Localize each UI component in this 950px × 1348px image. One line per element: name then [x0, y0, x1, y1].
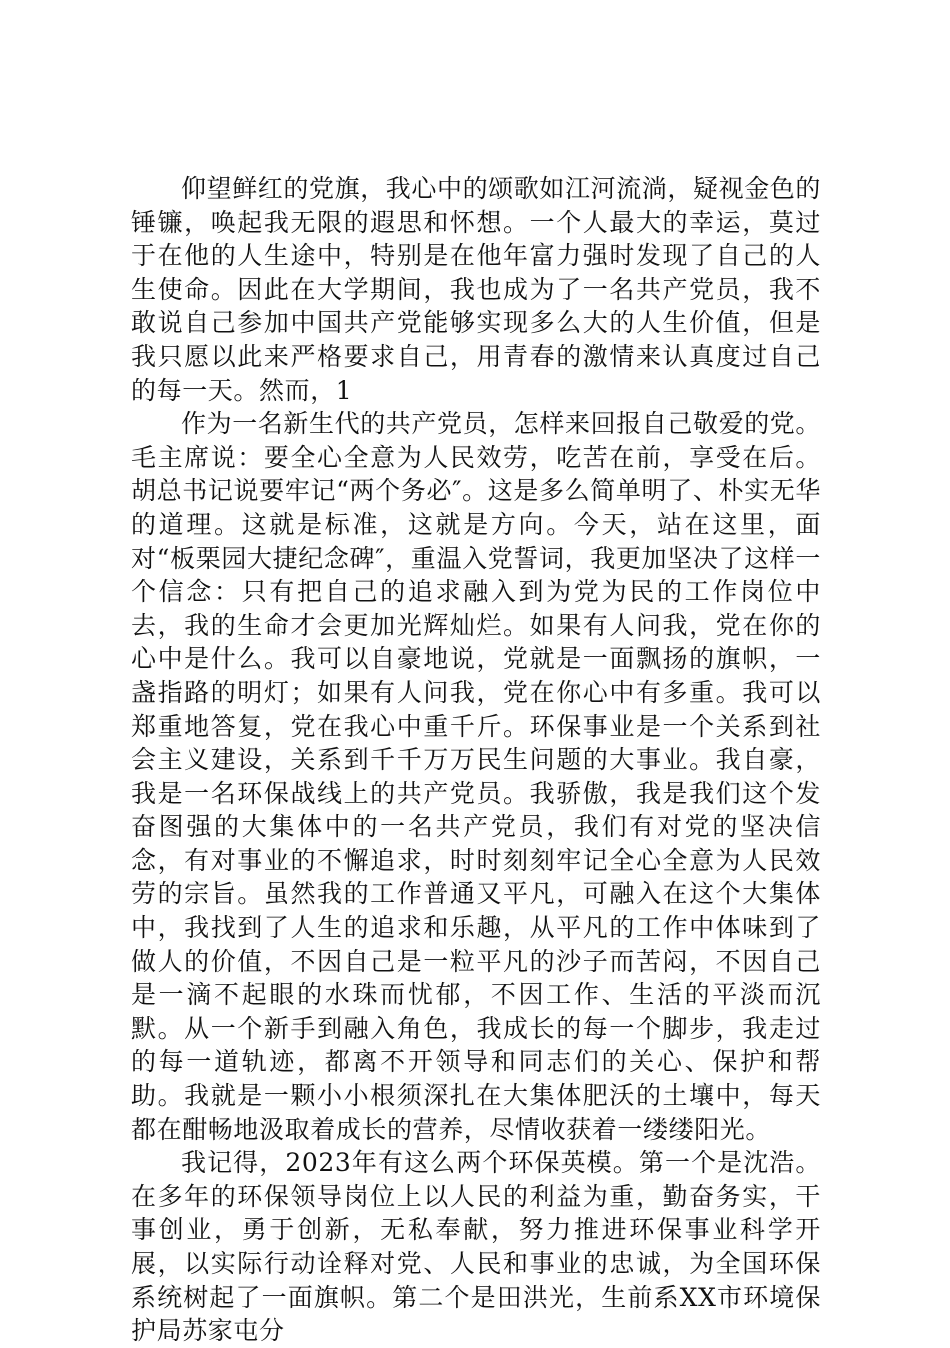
document-body [131, 172, 821, 1348]
paragraph-3: 我记得，2023年有这么两个环保英模。第一个是沈浩。在多年的环保领导岗位上以人民的利益为重，勤奋务实，干事创业，勇于创新，无私奉献，努力推进环保事业科学开展，以实际行动诠释对党、人民和事业的忠诚，为全国环保系统树起了一面旗帜。第二个是田洪光，生前系XX市环境保护局苏家屯分 [131, 1148, 821, 1346]
paragraph-1: 仰望鲜红的党旗，我心中的颂歌如江河流淌，疑视金色的锤镰，唤起我无限的遐思和怀想。一个人最大的幸运，莫过于在他的人生途中，特别是在他年富力强时发现了自己的人生使命。因此在大学期间，我也成为了一名共产党员，我不敢说自己参加中国共产党能够实现多么大的人生价值，但是我只愿以此来严格要求自己，用青春的激情来认真度过自己的每一天。然而，1 [131, 174, 822, 405]
paragraph-2: 作为一名新生代的共产党员，怎样来回报自己敬爱的党。毛主席说：要全心全意为人民效劳，吃苦在前，享受在后。胡总书记说要牢记“两个务必″。这是多么简单明了、朴实无华的道理。这就是标准，这就是方向。今天，站在这里，面对“板栗园大捷纪念碑″，重温入党誓词，我更加坚决了这样一个信念：只有把自己的追求融入到为党为民的工作岗位中去，我的生命才会更加光辉灿烂。如果有人问我，党在你的心中是什么。我可以自豪地说，党就是一面飘扬的旗帜，一盏指路的明灯；如果有人问我，党在你心中有多重。我可以郑重地答复，党在我心中重千斤。环保事业是一个关系到社会主义建设，关系到千千万万民生问题的大事业。我自豪，我是一名环保战线上的共产党员。我骄傲，我是我们这个发奋图强的大集体中的一名共产党员，我们有对党的坚决信念，有对事业的不懈追求，时时刻刻牢记全心全意为人民效劳的宗旨。虽然我的工作普通又平凡，可融入在这个大集体中，我找到了人生的追求和乐趣，从平凡的工作中体味到了做人的价值，不因自己是一粒平凡的沙子而苦闷，不因自己是一滴不起眼的水珠而忧郁，不因工作、生活的平淡而沉默。从一个新手到融入角色，我成长的每一个脚步，我走过的每一道轨迹，都离不开领导和同志们的关心、保护和帮助。我就是一颗小小根须深扎在大集体肥沃的土壤中，每天都在酣畅地汲取着成长的营养，尽情收获着一缕缕阳光。 [131, 409, 822, 1144]
